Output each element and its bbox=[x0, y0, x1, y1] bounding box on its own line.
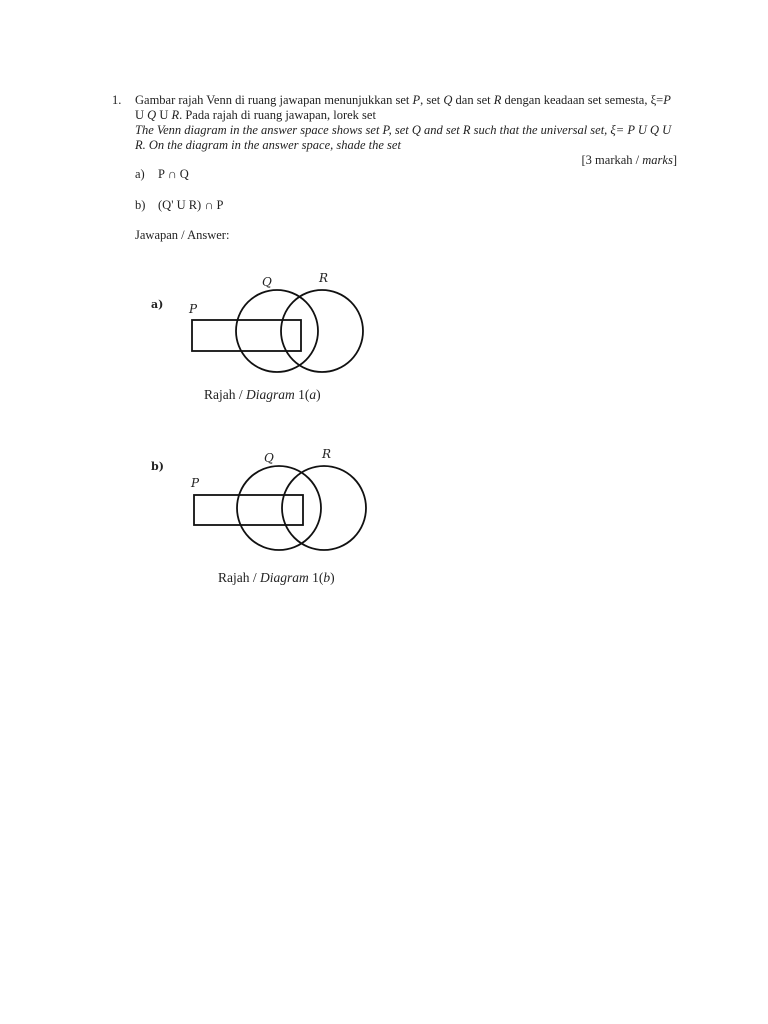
venn-diagram-b bbox=[151, 447, 366, 550]
venn-diagram-a bbox=[151, 271, 363, 372]
diagram-b-set-q-label: Q bbox=[264, 451, 274, 465]
part-b-label: b) bbox=[135, 198, 146, 212]
answer-label: Jawapan / Answer: bbox=[135, 228, 230, 242]
diagram-a-part-label: a) bbox=[151, 298, 164, 311]
part-b-expression: (Q' U R) ∩ P bbox=[158, 198, 224, 212]
diagram-a-set-p-label: P bbox=[189, 302, 198, 316]
diagram-b-caption: Rajah / Diagram 1(b) bbox=[218, 570, 335, 585]
diagram-b-set-q-circle bbox=[237, 466, 321, 550]
diagram-b-set-r-circle bbox=[282, 466, 366, 550]
question-text-english-line2: R. On the diagram in the answer space, shade the set bbox=[135, 138, 401, 152]
diagram-a-set-r-circle bbox=[281, 290, 363, 372]
marks-allocation: [3 markah / marks] bbox=[581, 153, 677, 167]
question-text-english-line1: The Venn diagram in the answer space shows set P, set Q and set R such that the universal set, ξ= P U Q U bbox=[135, 123, 672, 137]
diagram-a-set-r-label: R bbox=[319, 271, 329, 285]
diagram-b-set-p-label: P bbox=[191, 476, 200, 490]
part-a-expression: P ∩ Q bbox=[158, 167, 189, 181]
diagram-b-set-r-label: R bbox=[322, 447, 332, 461]
question-number: 1. bbox=[112, 93, 122, 107]
diagram-a-caption: Rajah / Diagram 1(a) bbox=[204, 387, 321, 402]
diagram-b-part-label: b) bbox=[151, 460, 164, 473]
question-text-malay-line2: U Q U R. Pada rajah di ruang jawapan, lorek set bbox=[135, 108, 376, 122]
question-text-malay-line1: Gambar rajah Venn di ruang jawapan menunjukkan set P, set Q dan set R dengan keadaan set semesta, ξ=P bbox=[135, 93, 671, 107]
diagram-a-set-q-circle bbox=[236, 290, 318, 372]
diagram-b-set-p-rectangle bbox=[194, 495, 303, 525]
part-a-label: a) bbox=[135, 167, 145, 181]
diagram-a-set-q-label: Q bbox=[262, 275, 272, 289]
